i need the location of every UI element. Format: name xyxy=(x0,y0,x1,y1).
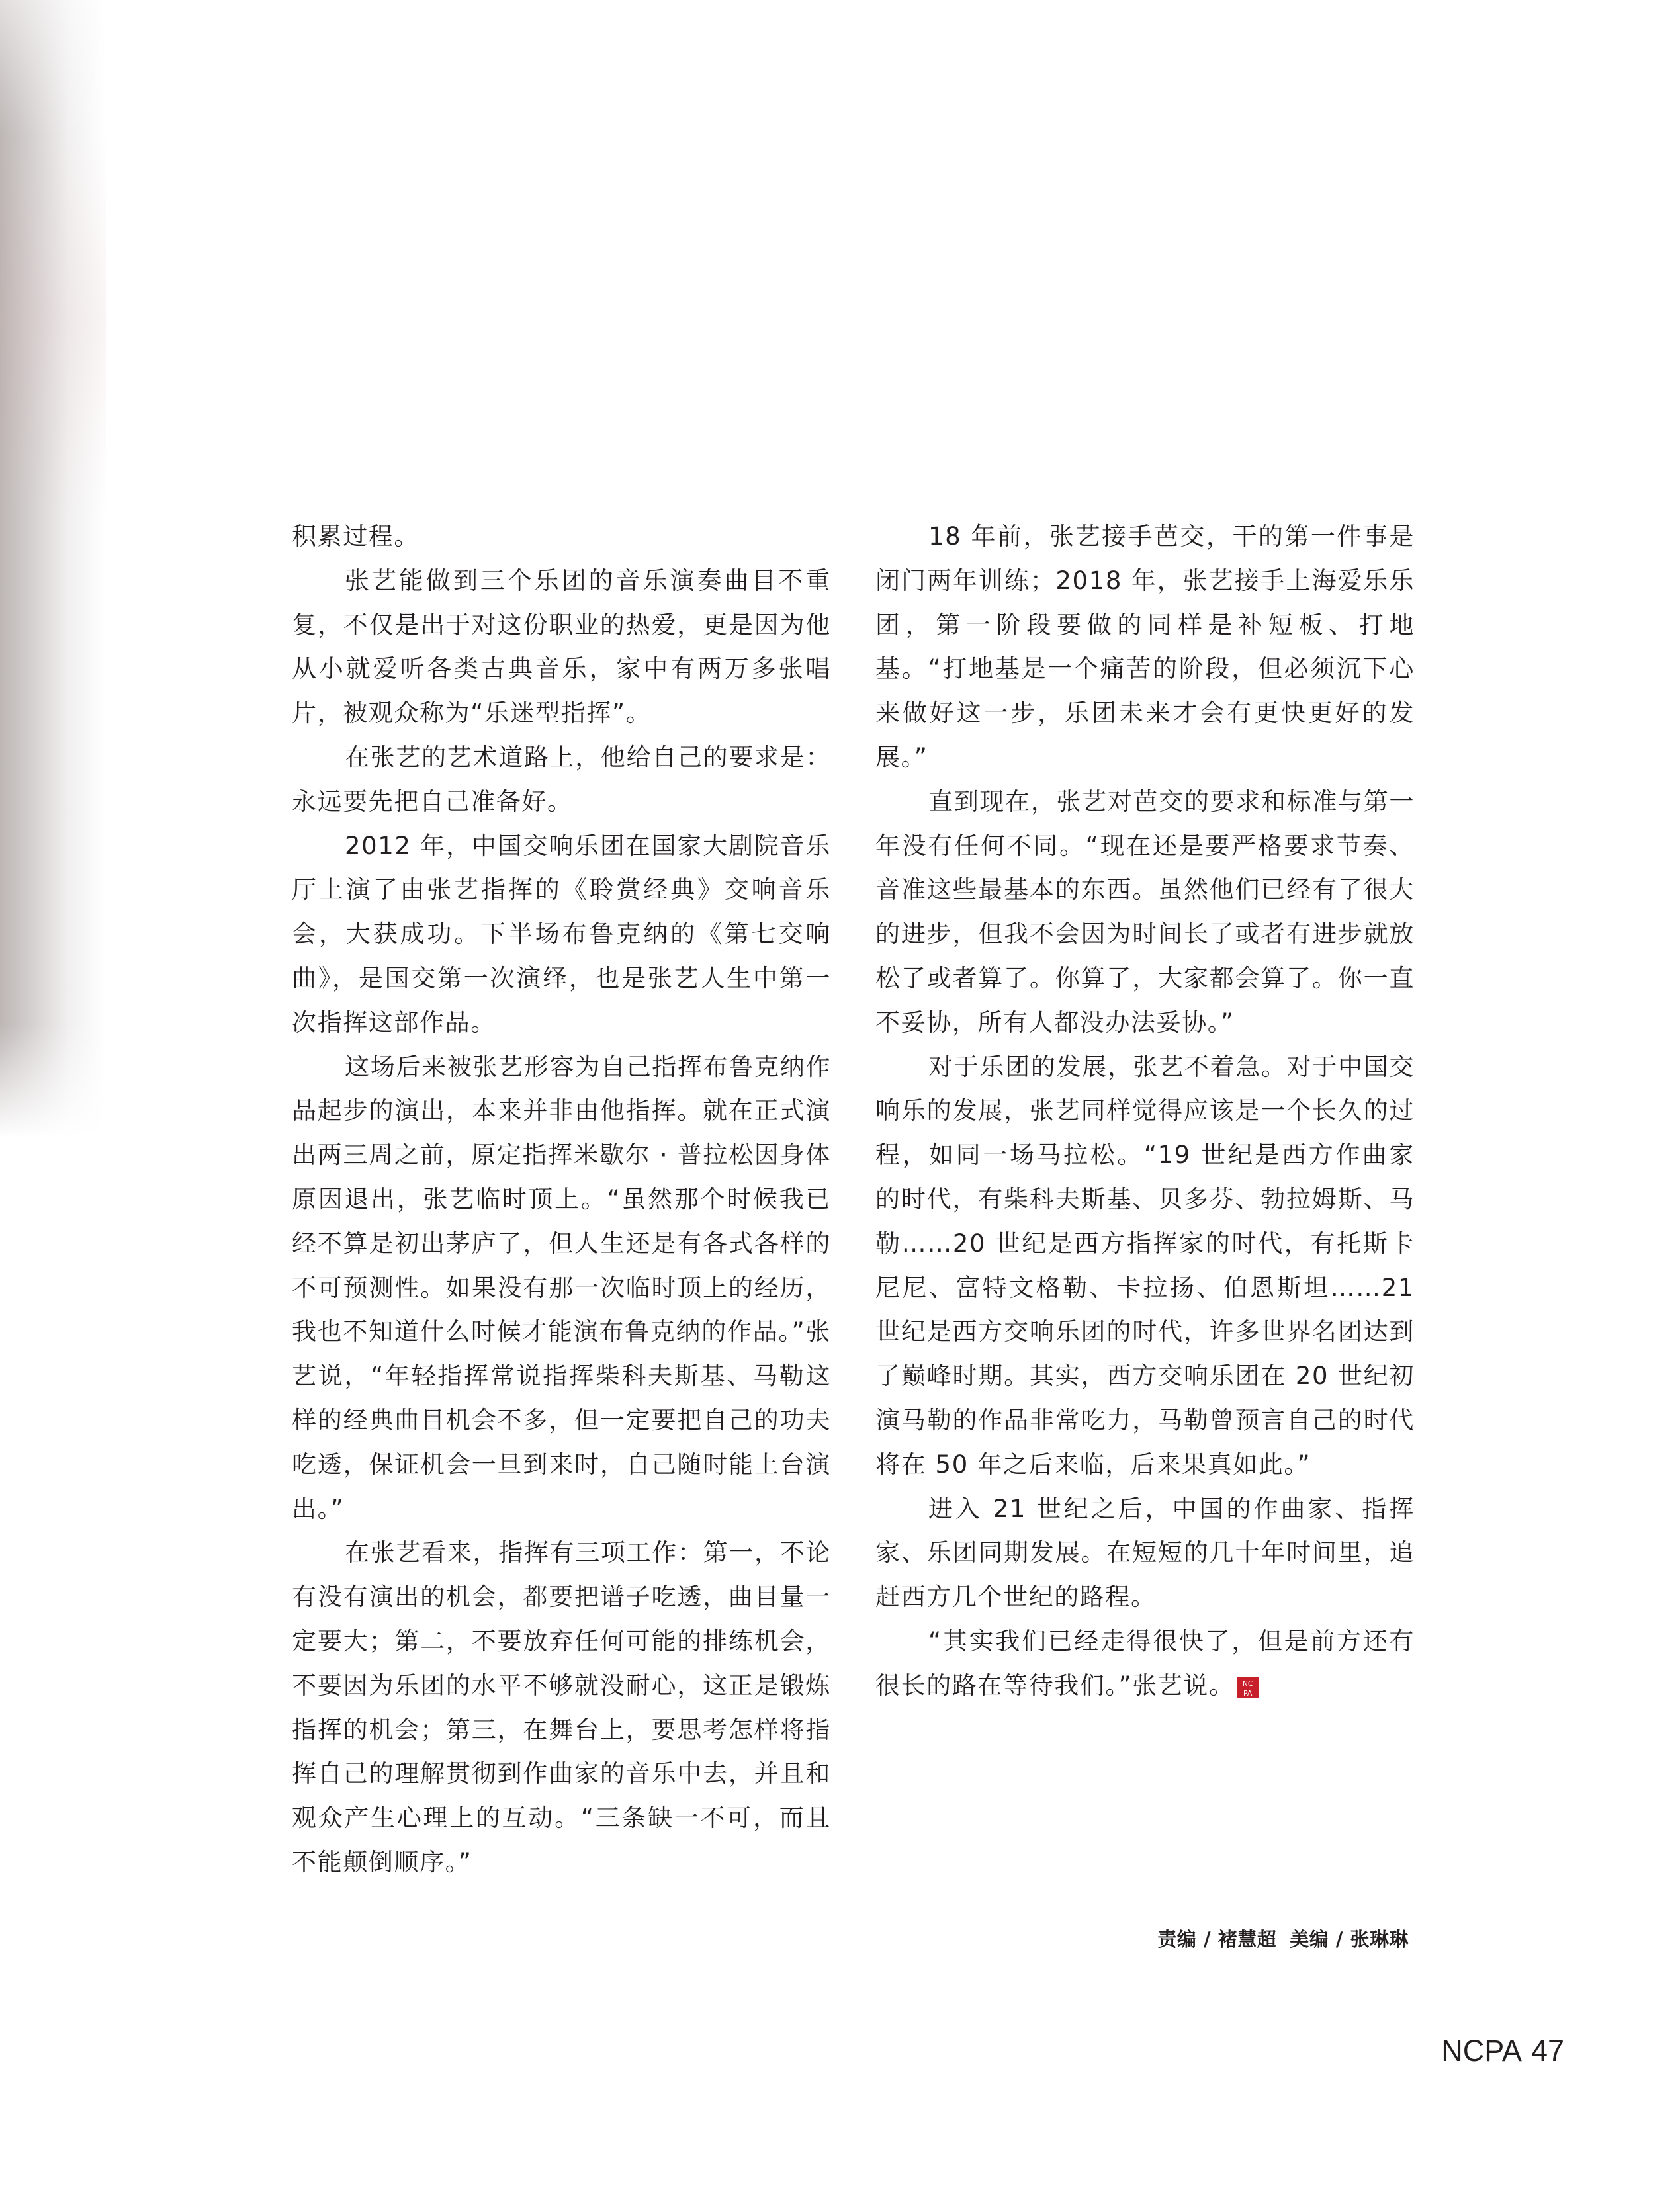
paragraph: 18 年前，张艺接手芭交，干的第一件事是闭门两年训练；2018 年，张艺接手上海爱乐乐团，第一阶段要做的同样是补短板、打地基。“打地基是一个痛苦的阶段，但必须沉下心来做好这一步，乐团未来才会有更快更好的发展。” xyxy=(875,522,1415,771)
designer-credit: 美编 / 张琳琳 xyxy=(1290,1928,1409,1950)
article-column-right xyxy=(875,515,1415,1708)
page-footer xyxy=(1441,2034,1564,2068)
ncpa-seal-end-mark-icon: NC PA xyxy=(1237,1677,1259,1698)
article-column-left xyxy=(292,515,831,1885)
paragraph: 这场后来被张艺形容为自己指挥布鲁克纳作品起步的演出，本来并非由他指挥。就在正式演出两三周之前，原定指挥米歇尔 · 普拉松因身体原因退出，张艺临时顶上。“虽然那个时候我已经不算是初出茅庐了，但人生还是有各式各样的不可预测性。如果没有那一次临时顶上的经历，我也不知道什么时候才能演布鲁克纳的作品。”张艺说，“年轻指挥常说指挥柴科夫斯基、马勒这样的经典曲目机会不多，但一定要把自己的功夫吃透，保证机会一旦到来时，自己随时能上台演出。” xyxy=(292,1052,831,1523)
closing-paragraph-text: “其实我们已经走得很快了，但是前方还有很长的路在等待我们。”张艺说。 xyxy=(875,1626,1415,1700)
paragraph: 张艺能做到三个乐团的音乐演奏曲目不重复，不仅是出于对这份职业的热爱，更是因为他从小就爱听各类古典音乐，家中有两万多张唱片，被观众称为“乐迷型指挥”。 xyxy=(292,566,831,728)
magazine-name: NCPA xyxy=(1441,2034,1522,2068)
page-number: 47 xyxy=(1530,2034,1564,2068)
editor-credits xyxy=(1157,1925,1409,1952)
paragraph: 进入 21 世纪之后，中国的作曲家、指挥家、乐团同期发展。在短短的几十年时间里，追赶西方几个世纪的路程。 xyxy=(875,1494,1415,1612)
paragraph: 对于乐团的发展，张艺不着急。对于中国交响乐的发展，张艺同样觉得应该是一个长久的过程，如同一场马拉松。“19 世纪是西方作曲家的时代，有柴科夫斯基、贝多芬、勃拉姆斯、马勒……20 世纪是西方指挥家的时代，有托斯卡尼尼、富特文格勒、卡拉扬、伯恩斯坦……21 世纪是西方交响乐团的时代，许多世界名团达到了巅峰时期。其实，西方交响乐团在 20 世纪初演马勒的作品非常吃力，马勒曾预言自己的时代将在 50 年之后来临，后来果真如此。” xyxy=(875,1052,1415,1479)
paragraph: 直到现在，张艺对芭交的要求和标准与第一年没有任何不同。“现在还是要严格要求节奏、音准这些最基本的东西。虽然他们已经有了很大的进步，但我不会因为时间长了或者有进步就放松了或者算了。你算了，大家都会算了。你一直不妥协，所有人都没办法妥协。” xyxy=(875,787,1415,1037)
closing-paragraph xyxy=(875,1620,1415,1708)
paragraph: 在张艺的艺术道路上，他给自己的要求是：永远要先把自己准备好。 xyxy=(292,742,831,816)
paragraph: 积累过程。 xyxy=(292,522,420,550)
paragraph: 在张艺看来，指挥有三项工作：第一，不论有没有演出的机会，都要把谱子吃透，曲目量一定要大；第二，不要放弃任何可能的排练机会，不要因为乐团的水平不够就没耐心，这正是锻炼指挥的机会；第三，在舞台上，要思考怎样将指挥自己的理解贯彻到作曲家的音乐中去，并且和观众产生心理上的互动。“三条缺一不可，而且不能颠倒顺序。” xyxy=(292,1538,831,1876)
paragraph: 2012 年，中国交响乐团在国家大剧院音乐厅上演了由张艺指挥的《聆赏经典》交响音乐会，大获成功。下半场布鲁克纳的《第七交响曲》，是国交第一次演绎，也是张艺人生中第一次指挥这部作品。 xyxy=(292,831,831,1037)
editor-credit: 责编 / 褚慧超 xyxy=(1157,1928,1277,1950)
left-edge-photo-bleed xyxy=(0,0,106,1138)
